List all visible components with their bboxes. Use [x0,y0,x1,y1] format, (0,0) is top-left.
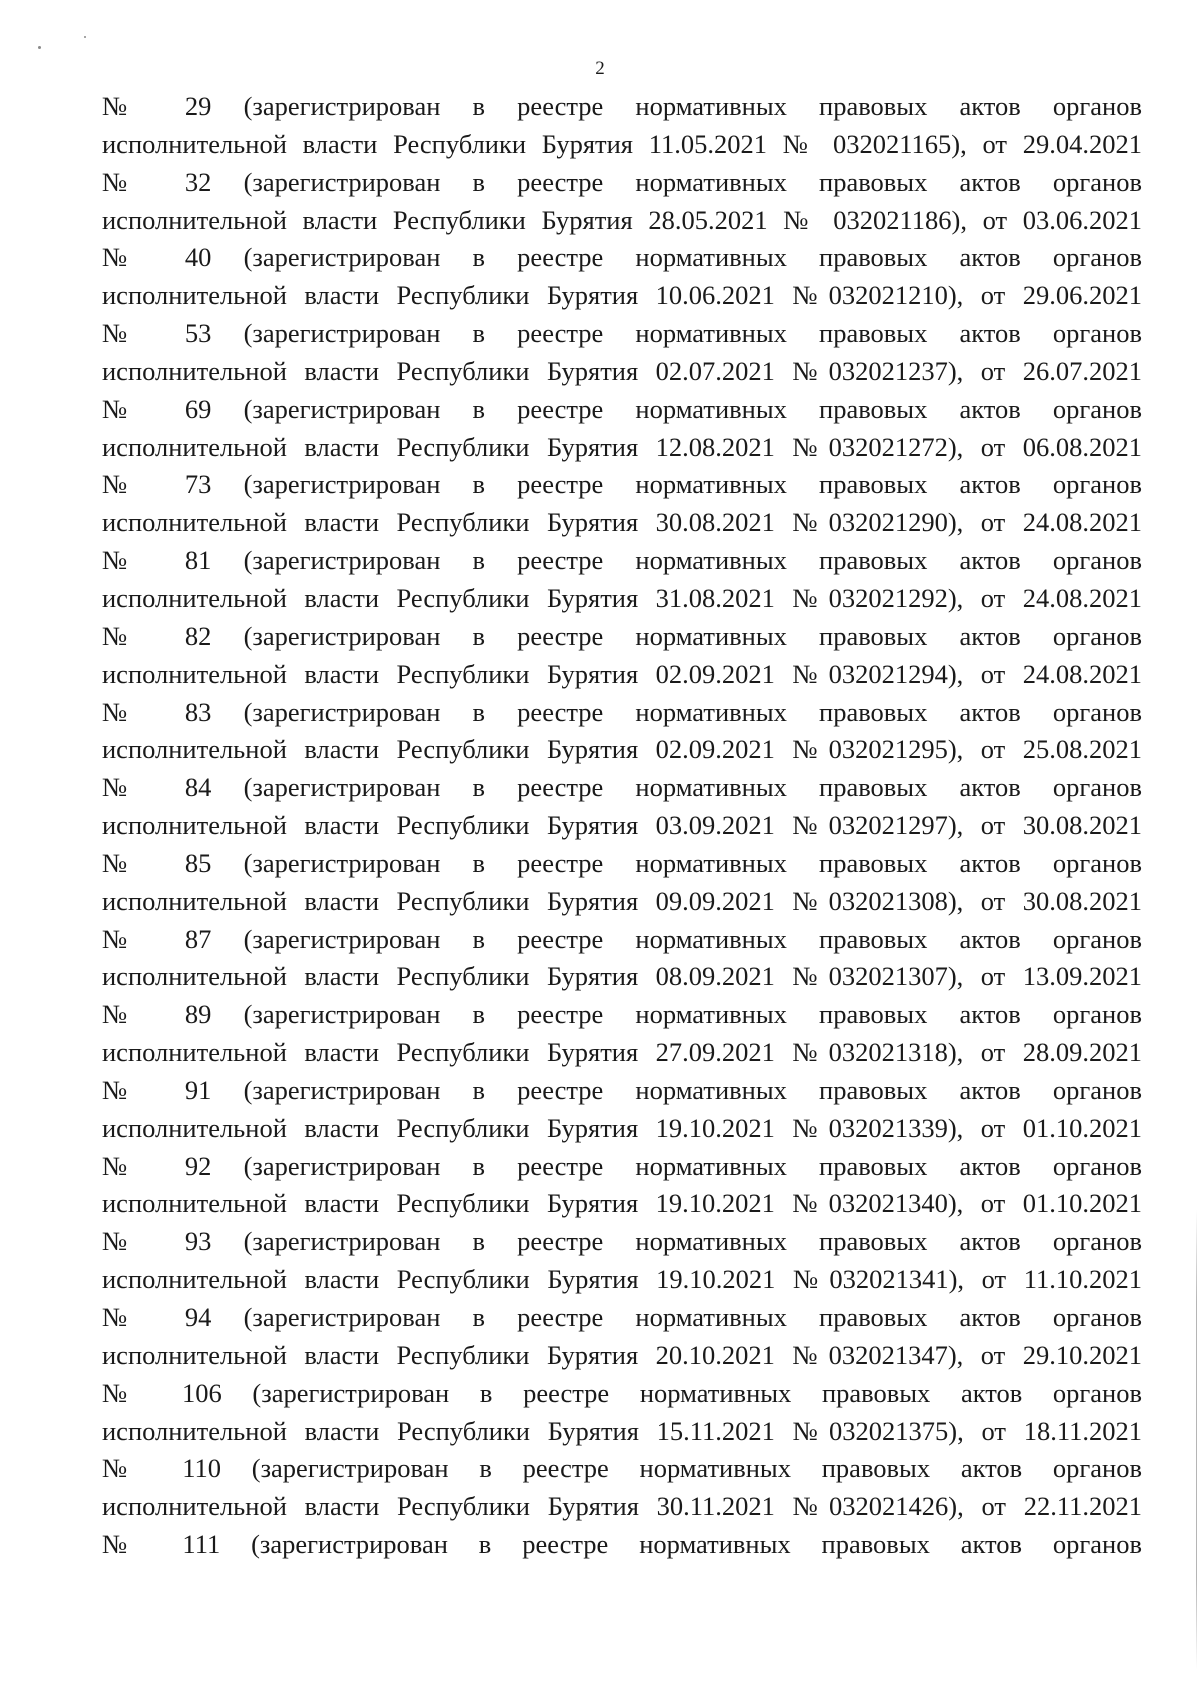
text-line: исполнительной власти Республики Бурятия 19.10.2021 №032021339), от 01.10.2021 [102,1112,1142,1143]
text-line: № 93 (зарегистрирован в реестре нормативных правовых актов органов [102,1226,1142,1257]
text-line: № 87 (зарегистрирован в реестре нормативных правовых актов органов [102,923,1142,954]
text-line: исполнительной власти Республики Бурятия 02.09.2021 №032021294), от 24.08.2021 [102,658,1142,689]
text-line: исполнительной власти Республики Бурятия 02.09.2021 №032021295), от 25.08.2021 [102,734,1142,765]
text-line: № 53 (зарегистрирован в реестре нормативных правовых актов органов [102,318,1142,349]
text-line: исполнительной власти Республики Бурятия 30.11.2021 №032021426), от 22.11.2021 [102,1491,1142,1522]
text-line: исполнительной власти Республики Бурятия 08.09.2021 №032021307), от 13.09.2021 [102,961,1142,992]
document-body [102,88,1142,1564]
text-line: исполнительной власти Республики Бурятия 09.09.2021 №032021308), от 30.08.2021 [102,885,1142,916]
text-line: № 91 (зарегистрирован в реестре нормативных правовых актов органов [102,1074,1142,1105]
text-line: исполнительной власти Республики Бурятия 11.05.2021 № 032021165), от 29.04.2021 [102,128,1142,159]
text-line: исполнительной власти Республики Бурятия 19.10.2021 №032021341), от 11.10.2021 [102,1264,1142,1295]
text-line: № 94 (зарегистрирован в реестре нормативных правовых актов органов [102,1302,1142,1332]
text-line: № 69 (зарегистрирован в реестре нормативных правовых актов органов [102,393,1142,424]
text-line: № 89 (зарегистрирован в реестре нормативных правовых актов органов [102,999,1142,1030]
text-line: № 40 (зарегистрирован в реестре нормативных правовых актов органов [102,242,1142,273]
text-line: № 106 (зарегистрирован в реестре нормативных правовых актов органов [102,1377,1142,1408]
text-line: № 29 (зарегистрирован в реестре нормативных правовых актов органов [102,91,1142,121]
text-line: исполнительной власти Республики Бурятия 15.11.2021 №032021375), от 18.11.2021 [102,1415,1142,1446]
text-line: исполнительной власти Республики Бурятия 31.08.2021 №032021292), от 24.08.2021 [102,582,1142,613]
text-line: № 85 (зарегистрирован в реестре нормативных правовых актов органов [102,847,1142,878]
text-line: исполнительной власти Республики Бурятия 19.10.2021 №032021340), от 01.10.2021 [102,1188,1142,1219]
text-line: исполнительной власти Республики Бурятия 27.09.2021 №032021318), от 28.09.2021 [102,1037,1142,1068]
text-line: № 92 (зарегистрирован в реестре нормативных правовых актов органов [102,1150,1142,1181]
text-line: исполнительной власти Республики Бурятия 20.10.2021 №032021347), от 29.10.2021 [102,1339,1142,1370]
scan-speck [84,36,86,38]
text-line: № 73 (зарегистрирован в реестре нормативных правовых актов органов [102,469,1142,500]
text-line: исполнительной власти Республики Бурятия 10.06.2021 №032021210), от 29.06.2021 [102,280,1142,311]
text-line: № 81 (зарегистрирован в реестре нормативных правовых актов органов [102,545,1142,576]
text-line: исполнительной власти Республики Бурятия 03.09.2021 №032021297), от 30.08.2021 [102,810,1142,841]
text-line: исполнительной власти Республики Бурятия 28.05.2021 № 032021186), от 03.06.2021 [102,204,1142,235]
text-line: исполнительной власти Республики Бурятия 02.07.2021 №032021237), от 26.07.2021 [102,355,1142,386]
text-line: № 111 (зарегистрирован в реестре нормативных правовых актов органов [102,1529,1142,1560]
text-line: № 84 (зарегистрирован в реестре нормативных правовых актов органов [102,772,1142,803]
text-line: исполнительной власти Республики Бурятия 30.08.2021 №032021290), от 24.08.2021 [102,507,1142,538]
text-line: исполнительной власти Республики Бурятия 12.08.2021 №032021272), от 06.08.2021 [102,431,1142,462]
page-number: 2 [595,58,605,79]
text-line: № 32 (зарегистрирован в реестре нормативных правовых актов органов [102,166,1142,197]
text-line: № 110 (зарегистрирован в реестре нормативных правовых актов органов [102,1453,1142,1484]
text-line: № 82 (зарегистрирован в реестре нормативных правовых актов органов [102,620,1142,651]
scan-edge-shadow [1196,1210,1197,1670]
text-line: № 83 (зарегистрирован в реестре нормативных правовых актов органов [102,696,1142,727]
scan-speck [38,46,41,49]
